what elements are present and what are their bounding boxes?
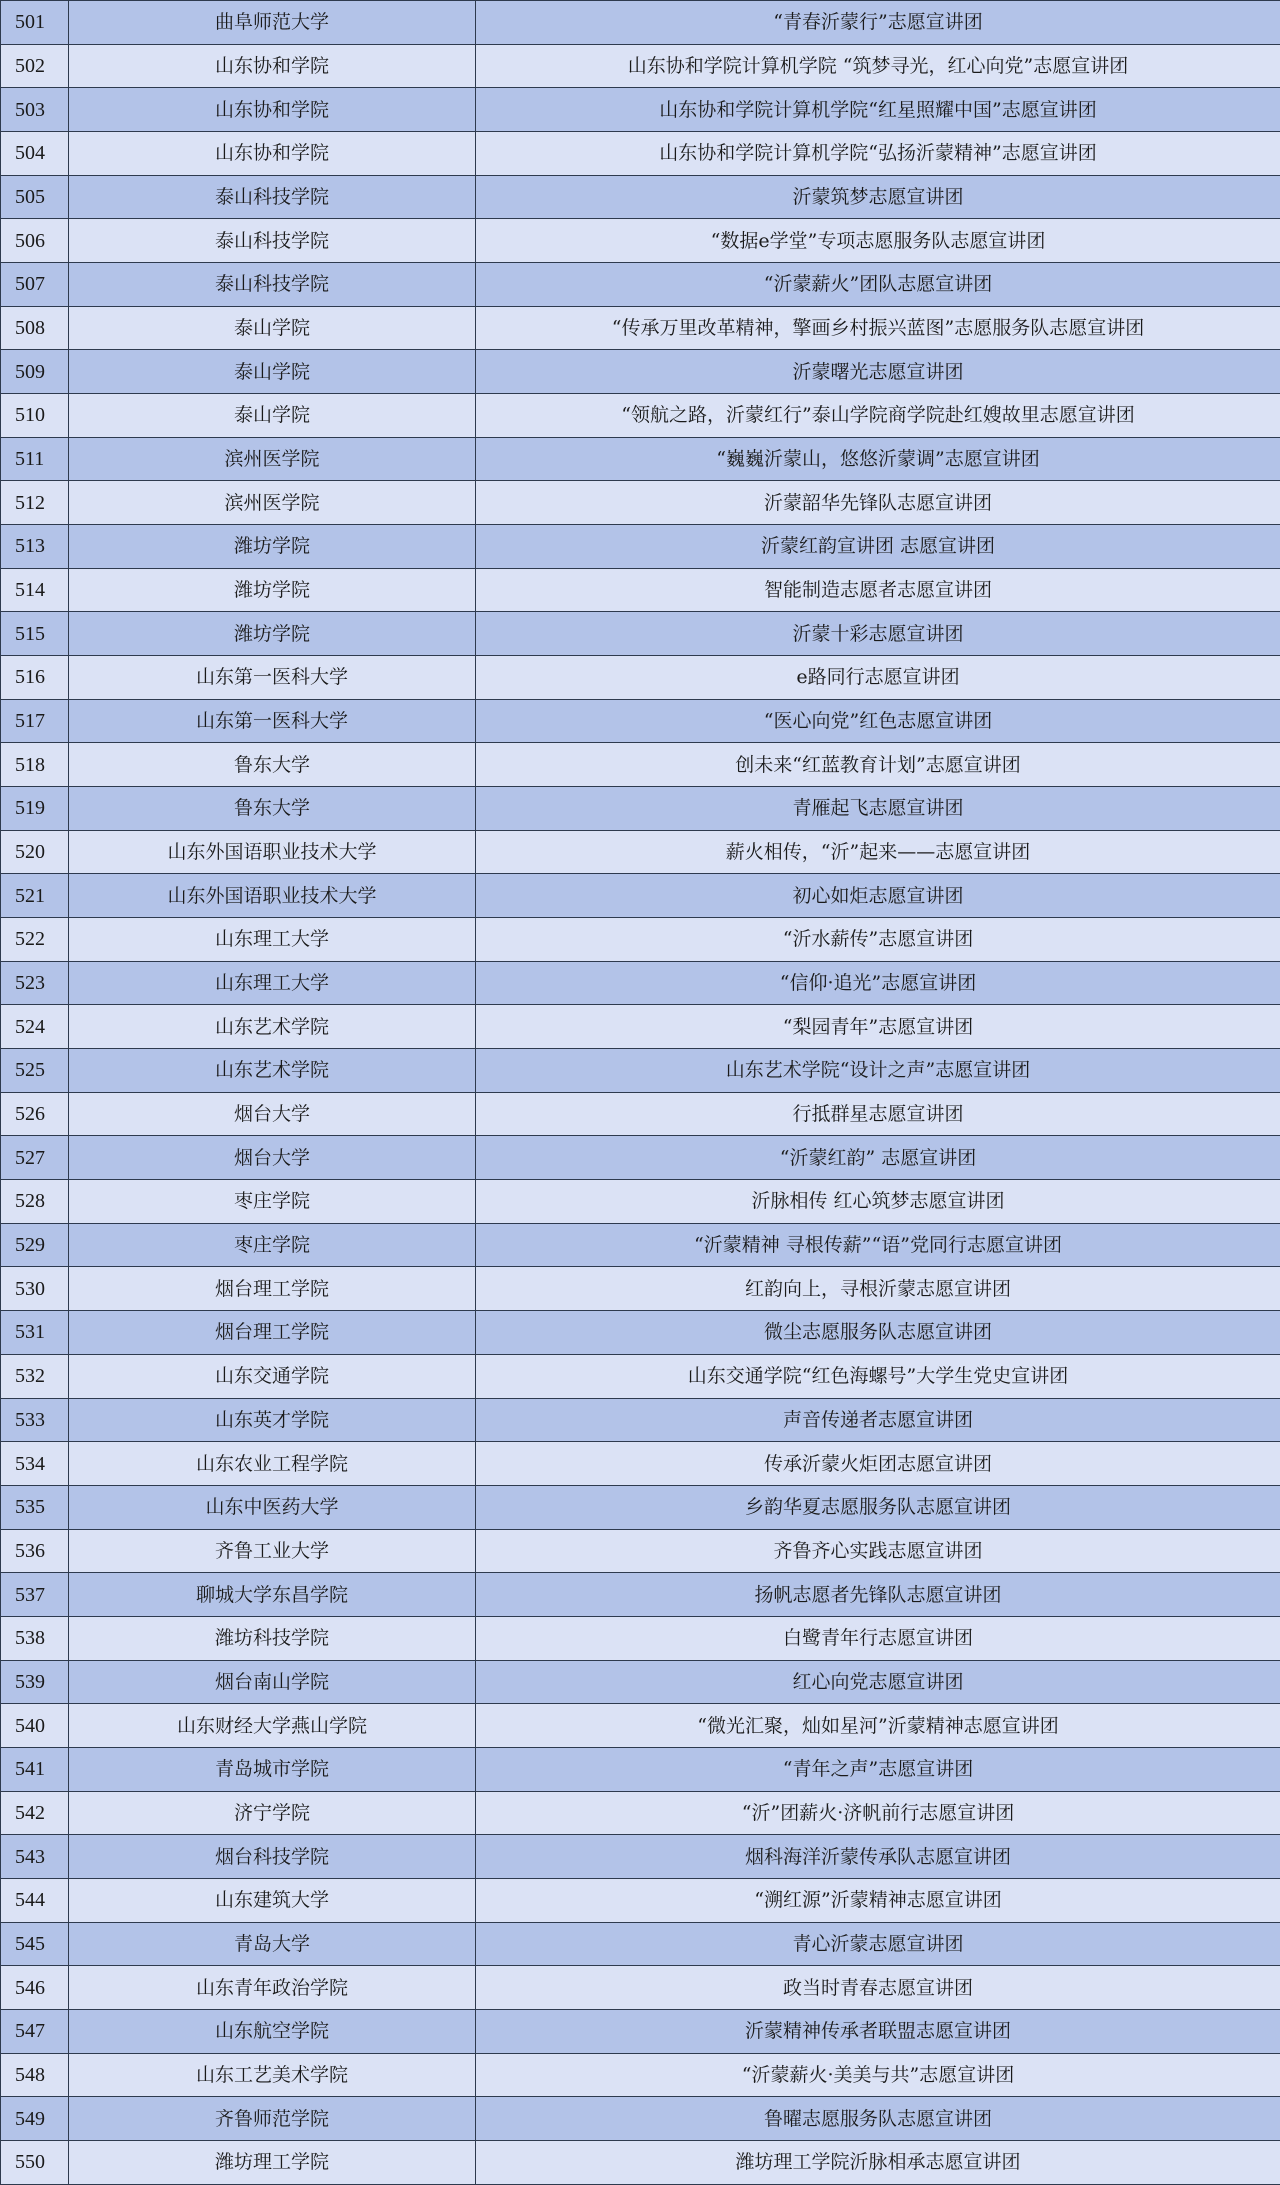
team-name-cell: e路同行志愿宣讲团 — [476, 656, 1280, 700]
table-row — [1, 874, 1280, 918]
table-row — [1, 1092, 1280, 1136]
row-number-cell: 533 — [1, 1398, 69, 1442]
school-name-cell: 烟台理工学院 — [69, 1267, 476, 1311]
school-name-cell: 泰山科技学院 — [69, 219, 476, 263]
row-number-cell: 547 — [1, 2009, 69, 2053]
table-row — [1, 525, 1280, 569]
team-name-cell: 创未来“红蓝教育计划”志愿宣讲团 — [476, 743, 1280, 787]
team-name-cell: 扬帆志愿者先锋队志愿宣讲团 — [476, 1573, 1280, 1617]
school-name-cell: 山东财经大学燕山学院 — [69, 1704, 476, 1748]
table-row — [1, 918, 1280, 962]
school-name-cell: 潍坊学院 — [69, 568, 476, 612]
team-name-cell: “沂蒙薪火”团队志愿宣讲团 — [476, 263, 1280, 307]
table-row — [1, 2053, 1280, 2097]
school-name-cell: 潍坊学院 — [69, 612, 476, 656]
school-name-cell: 潍坊理工学院 — [69, 2140, 476, 2184]
table-row — [1, 1835, 1280, 1879]
table-row — [1, 1660, 1280, 1704]
table-row — [1, 961, 1280, 1005]
row-number-cell: 550 — [1, 2140, 69, 2184]
school-name-cell: 山东建筑大学 — [69, 1878, 476, 1922]
team-name-cell: “领航之路，沂蒙红行”泰山学院商学院赴红嫂故里志愿宣讲团 — [476, 394, 1280, 438]
row-number-cell: 515 — [1, 612, 69, 656]
row-number-cell: 521 — [1, 874, 69, 918]
table-row — [1, 132, 1280, 176]
team-name-cell: 山东艺术学院“设计之声”志愿宣讲团 — [476, 1049, 1280, 1093]
team-name-cell: 行抵群星志愿宣讲团 — [476, 1092, 1280, 1136]
table-row — [1, 1, 1280, 45]
school-name-cell: 济宁学院 — [69, 1791, 476, 1835]
row-number-cell: 548 — [1, 2053, 69, 2097]
table-row — [1, 612, 1280, 656]
team-name-cell: 沂脉相传 红心筑梦志愿宣讲团 — [476, 1180, 1280, 1224]
school-name-cell: 山东协和学院 — [69, 44, 476, 88]
row-number-cell: 518 — [1, 743, 69, 787]
team-name-cell: 烟科海洋沂蒙传承队志愿宣讲团 — [476, 1835, 1280, 1879]
table-row — [1, 1704, 1280, 1748]
school-name-cell: 泰山学院 — [69, 306, 476, 350]
school-name-cell: 枣庄学院 — [69, 1223, 476, 1267]
team-name-cell: 沂蒙韶华先锋队志愿宣讲团 — [476, 481, 1280, 525]
row-number-cell: 520 — [1, 830, 69, 874]
school-name-cell: 鲁东大学 — [69, 787, 476, 831]
school-name-cell: 山东艺术学院 — [69, 1049, 476, 1093]
row-number-cell: 538 — [1, 1616, 69, 1660]
team-name-cell: 微尘志愿服务队志愿宣讲团 — [476, 1311, 1280, 1355]
school-name-cell: 山东青年政治学院 — [69, 1966, 476, 2010]
table-body — [1, 1, 1280, 2185]
row-number-cell: 522 — [1, 918, 69, 962]
school-name-cell: 山东协和学院 — [69, 132, 476, 176]
school-name-cell: 泰山科技学院 — [69, 175, 476, 219]
row-number-cell: 512 — [1, 481, 69, 525]
row-number-cell: 516 — [1, 656, 69, 700]
row-number-cell: 504 — [1, 132, 69, 176]
row-number-cell: 535 — [1, 1485, 69, 1529]
row-number-cell: 513 — [1, 525, 69, 569]
school-name-cell: 山东协和学院 — [69, 88, 476, 132]
team-name-cell: 红心向党志愿宣讲团 — [476, 1660, 1280, 1704]
team-name-cell: “数据e学堂”专项志愿服务队志愿宣讲团 — [476, 219, 1280, 263]
school-name-cell: 山东英才学院 — [69, 1398, 476, 1442]
row-number-cell: 539 — [1, 1660, 69, 1704]
school-name-cell: 泰山学院 — [69, 394, 476, 438]
team-name-cell: 白鹭青年行志愿宣讲团 — [476, 1616, 1280, 1660]
team-name-cell: 山东协和学院计算机学院“红星照耀中国”志愿宣讲团 — [476, 88, 1280, 132]
row-number-cell: 543 — [1, 1835, 69, 1879]
row-number-cell: 506 — [1, 219, 69, 263]
table-row — [1, 437, 1280, 481]
table-row — [1, 656, 1280, 700]
school-name-cell: 山东理工大学 — [69, 961, 476, 1005]
team-name-cell: 沂蒙十彩志愿宣讲团 — [476, 612, 1280, 656]
school-name-cell: 滨州医学院 — [69, 481, 476, 525]
team-name-cell: 政当时青春志愿宣讲团 — [476, 1966, 1280, 2010]
team-name-cell: 潍坊理工学院沂脉相承志愿宣讲团 — [476, 2140, 1280, 2184]
table-row — [1, 1049, 1280, 1093]
row-number-cell: 514 — [1, 568, 69, 612]
team-name-cell: “青年之声”志愿宣讲团 — [476, 1747, 1280, 1791]
table-row — [1, 175, 1280, 219]
table-row — [1, 2009, 1280, 2053]
school-name-cell: 山东工艺美术学院 — [69, 2053, 476, 2097]
school-name-cell: 山东第一医科大学 — [69, 656, 476, 700]
table-row — [1, 787, 1280, 831]
table-row — [1, 1311, 1280, 1355]
row-number-cell: 546 — [1, 1966, 69, 2010]
table-row — [1, 1966, 1280, 2010]
school-name-cell: 鲁东大学 — [69, 743, 476, 787]
table-row — [1, 1529, 1280, 1573]
team-name-cell: 山东协和学院计算机学院“弘扬沂蒙精神”志愿宣讲团 — [476, 132, 1280, 176]
school-name-cell: 泰山学院 — [69, 350, 476, 394]
school-name-cell: 青岛大学 — [69, 1922, 476, 1966]
table-row — [1, 2140, 1280, 2184]
school-name-cell: 滨州医学院 — [69, 437, 476, 481]
row-number-cell: 523 — [1, 961, 69, 1005]
table-row — [1, 568, 1280, 612]
row-number-cell: 537 — [1, 1573, 69, 1617]
row-number-cell: 508 — [1, 306, 69, 350]
table-row — [1, 1354, 1280, 1398]
team-name-cell: “沂蒙红韵” 志愿宣讲团 — [476, 1136, 1280, 1180]
table-row — [1, 1005, 1280, 1049]
team-name-cell: 齐鲁齐心实践志愿宣讲团 — [476, 1529, 1280, 1573]
row-number-cell: 541 — [1, 1747, 69, 1791]
school-name-cell: 山东艺术学院 — [69, 1005, 476, 1049]
team-name-cell: 青心沂蒙志愿宣讲团 — [476, 1922, 1280, 1966]
school-name-cell: 烟台大学 — [69, 1136, 476, 1180]
table-row — [1, 1267, 1280, 1311]
row-number-cell: 549 — [1, 2097, 69, 2141]
team-name-cell: 山东交通学院“红色海螺号”大学生党史宣讲团 — [476, 1354, 1280, 1398]
table-row — [1, 2097, 1280, 2141]
table-row — [1, 263, 1280, 307]
table-row — [1, 699, 1280, 743]
row-number-cell: 511 — [1, 437, 69, 481]
school-name-cell: 山东交通学院 — [69, 1354, 476, 1398]
row-number-cell: 532 — [1, 1354, 69, 1398]
table-row — [1, 44, 1280, 88]
school-name-cell: 曲阜师范大学 — [69, 1, 476, 45]
school-name-cell: 齐鲁工业大学 — [69, 1529, 476, 1573]
team-name-cell: “传承万里改革精神，擎画乡村振兴蓝图”志愿服务队志愿宣讲团 — [476, 306, 1280, 350]
school-name-cell: 山东航空学院 — [69, 2009, 476, 2053]
row-number-cell: 526 — [1, 1092, 69, 1136]
school-name-cell: 山东理工大学 — [69, 918, 476, 962]
school-name-cell: 枣庄学院 — [69, 1180, 476, 1224]
table-row — [1, 1485, 1280, 1529]
team-name-cell: 传承沂蒙火炬团志愿宣讲团 — [476, 1442, 1280, 1486]
row-number-cell: 525 — [1, 1049, 69, 1093]
table-row — [1, 743, 1280, 787]
row-number-cell: 519 — [1, 787, 69, 831]
team-name-cell: 沂蒙红韵宣讲团 志愿宣讲团 — [476, 525, 1280, 569]
table-row — [1, 1747, 1280, 1791]
row-number-cell: 534 — [1, 1442, 69, 1486]
team-name-cell: 沂蒙筑梦志愿宣讲团 — [476, 175, 1280, 219]
team-name-cell: 山东协和学院计算机学院 “筑梦寻光，红心向党”志愿宣讲团 — [476, 44, 1280, 88]
table-row — [1, 1616, 1280, 1660]
team-name-cell: “巍巍沂蒙山，悠悠沂蒙调”志愿宣讲团 — [476, 437, 1280, 481]
row-number-cell: 501 — [1, 1, 69, 45]
row-number-cell: 528 — [1, 1180, 69, 1224]
team-name-cell: 薪火相传，“沂”起来——志愿宣讲团 — [476, 830, 1280, 874]
team-name-cell: 乡韵华夏志愿服务队志愿宣讲团 — [476, 1485, 1280, 1529]
school-name-cell: 齐鲁师范学院 — [69, 2097, 476, 2141]
row-number-cell: 529 — [1, 1223, 69, 1267]
row-number-cell: 517 — [1, 699, 69, 743]
row-number-cell: 544 — [1, 1878, 69, 1922]
school-name-cell: 潍坊学院 — [69, 525, 476, 569]
table-row — [1, 394, 1280, 438]
row-number-cell: 502 — [1, 44, 69, 88]
table-row — [1, 830, 1280, 874]
team-name-cell: 沂蒙精神传承者联盟志愿宣讲团 — [476, 2009, 1280, 2053]
school-name-cell: 山东外国语职业技术大学 — [69, 830, 476, 874]
school-name-cell: 烟台南山学院 — [69, 1660, 476, 1704]
table-row — [1, 88, 1280, 132]
school-name-cell: 山东中医药大学 — [69, 1485, 476, 1529]
team-name-cell: 鲁曜志愿服务队志愿宣讲团 — [476, 2097, 1280, 2141]
row-number-cell: 545 — [1, 1922, 69, 1966]
table-row — [1, 1180, 1280, 1224]
team-name-cell: 沂蒙曙光志愿宣讲团 — [476, 350, 1280, 394]
table-row — [1, 1223, 1280, 1267]
row-number-cell: 542 — [1, 1791, 69, 1835]
school-name-cell: 山东农业工程学院 — [69, 1442, 476, 1486]
school-name-cell: 青岛城市学院 — [69, 1747, 476, 1791]
team-name-cell: 智能制造志愿者志愿宣讲团 — [476, 568, 1280, 612]
table-row — [1, 481, 1280, 525]
row-number-cell: 509 — [1, 350, 69, 394]
table-row — [1, 1878, 1280, 1922]
school-name-cell: 山东第一医科大学 — [69, 699, 476, 743]
table-row — [1, 350, 1280, 394]
row-number-cell: 536 — [1, 1529, 69, 1573]
row-number-cell: 524 — [1, 1005, 69, 1049]
school-name-cell: 泰山科技学院 — [69, 263, 476, 307]
school-name-cell: 聊城大学东昌学院 — [69, 1573, 476, 1617]
team-name-cell: “溯红源”沂蒙精神志愿宣讲团 — [476, 1878, 1280, 1922]
table-row — [1, 1573, 1280, 1617]
team-name-cell: “微光汇聚，灿如星河”沂蒙精神志愿宣讲团 — [476, 1704, 1280, 1748]
team-name-cell: 声音传递者志愿宣讲团 — [476, 1398, 1280, 1442]
row-number-cell: 531 — [1, 1311, 69, 1355]
table-row — [1, 219, 1280, 263]
team-name-cell: “梨园青年”志愿宣讲团 — [476, 1005, 1280, 1049]
row-number-cell: 503 — [1, 88, 69, 132]
row-number-cell: 510 — [1, 394, 69, 438]
row-number-cell: 530 — [1, 1267, 69, 1311]
table-row — [1, 1791, 1280, 1835]
team-name-cell: “青春沂蒙行”志愿宣讲团 — [476, 1, 1280, 45]
team-name-cell: “沂水薪传”志愿宣讲团 — [476, 918, 1280, 962]
team-name-cell: 青雁起飞志愿宣讲团 — [476, 787, 1280, 831]
row-number-cell: 527 — [1, 1136, 69, 1180]
team-name-cell: “信仰·追光”志愿宣讲团 — [476, 961, 1280, 1005]
table-row — [1, 1922, 1280, 1966]
team-name-cell: “医心向党”红色志愿宣讲团 — [476, 699, 1280, 743]
table-row — [1, 1442, 1280, 1486]
row-number-cell: 505 — [1, 175, 69, 219]
table-row — [1, 1136, 1280, 1180]
school-name-cell: 潍坊科技学院 — [69, 1616, 476, 1660]
table-row — [1, 306, 1280, 350]
row-number-cell: 540 — [1, 1704, 69, 1748]
team-name-cell: 红韵向上，寻根沂蒙志愿宣讲团 — [476, 1267, 1280, 1311]
school-name-cell: 烟台大学 — [69, 1092, 476, 1136]
row-number-cell: 507 — [1, 263, 69, 307]
table-row — [1, 1398, 1280, 1442]
school-name-cell: 烟台理工学院 — [69, 1311, 476, 1355]
team-name-cell: “沂蒙薪火·美美与共”志愿宣讲团 — [476, 2053, 1280, 2097]
team-name-cell: “沂蒙精神 寻根传薪”“语”党同行志愿宣讲团 — [476, 1223, 1280, 1267]
school-name-cell: 烟台科技学院 — [69, 1835, 476, 1879]
team-name-cell: “沂”团薪火·济帆前行志愿宣讲团 — [476, 1791, 1280, 1835]
team-name-cell: 初心如炬志愿宣讲团 — [476, 874, 1280, 918]
school-name-cell: 山东外国语职业技术大学 — [69, 874, 476, 918]
